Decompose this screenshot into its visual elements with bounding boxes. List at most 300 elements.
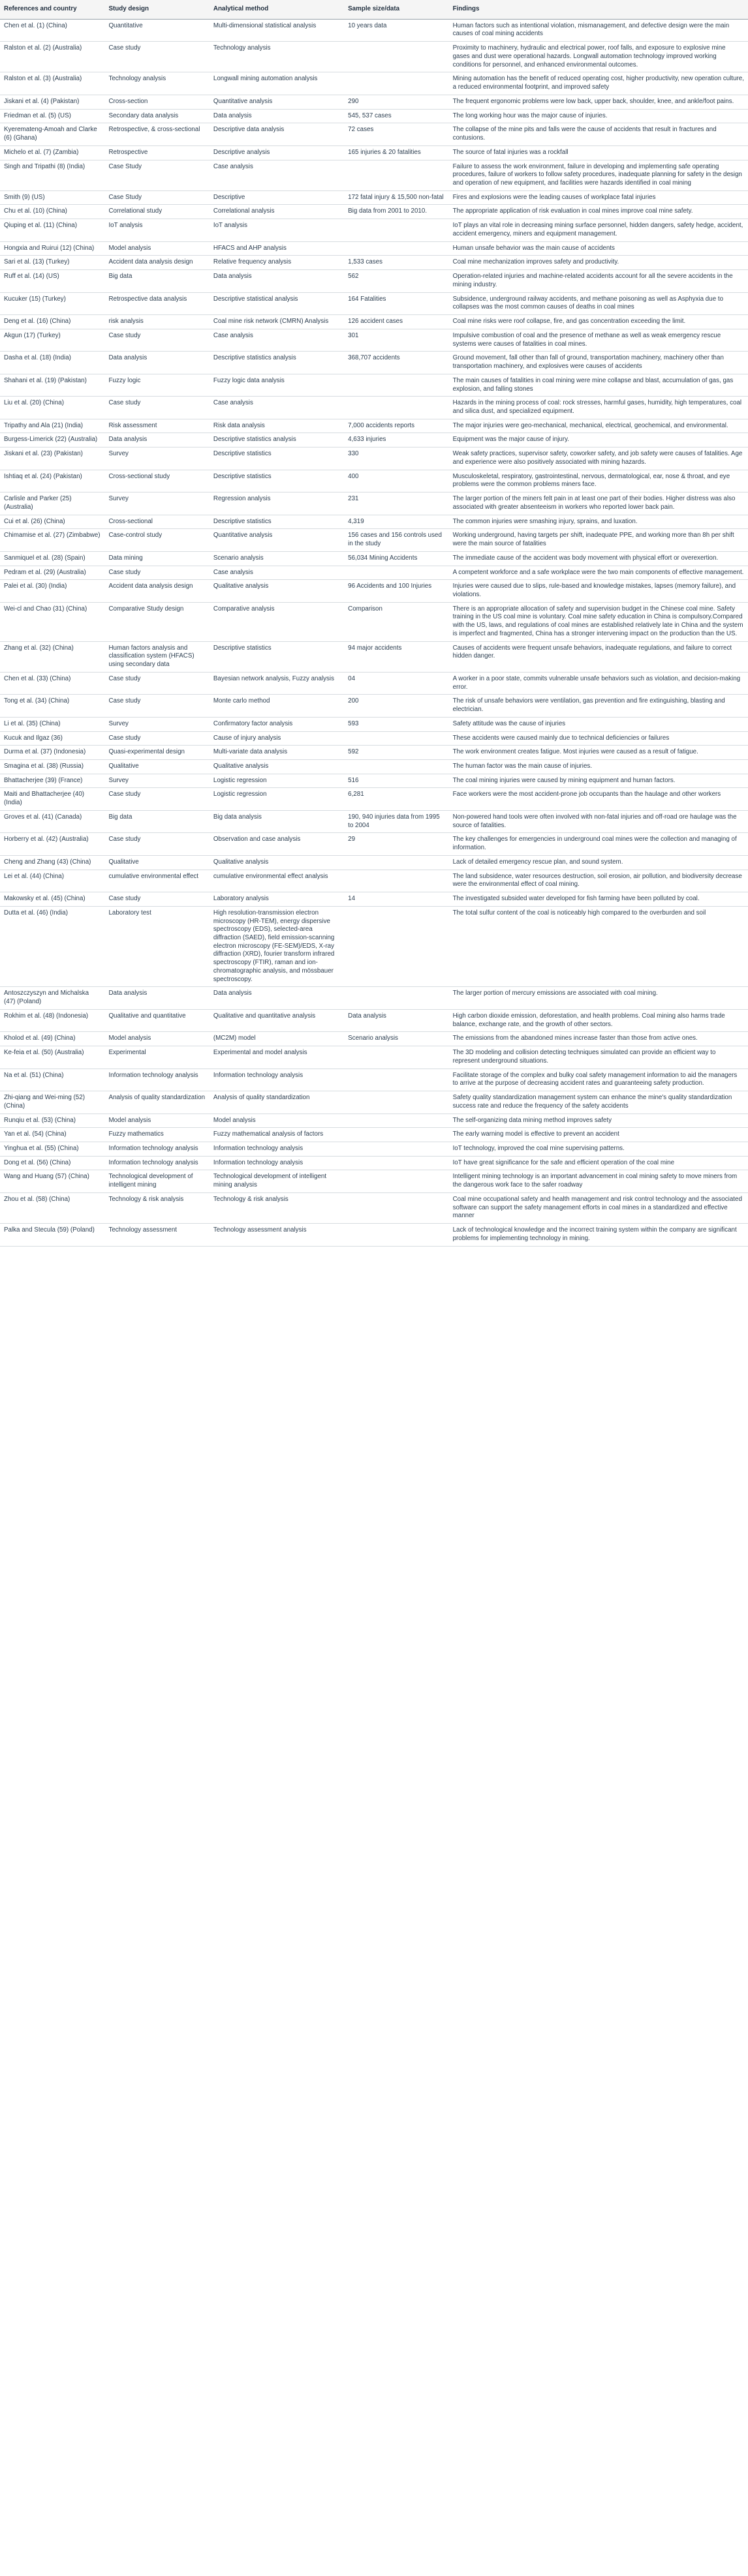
cell-study-design: Case study (104, 329, 209, 351)
cell-sample-size (344, 760, 448, 774)
cell-findings: Equipment was the major cause of injury. (449, 433, 748, 447)
table-row (0, 95, 748, 109)
cell-sample-size: Comparison (344, 602, 448, 641)
cell-analytical-method: Information technology analysis (210, 1142, 344, 1156)
table-row (0, 672, 748, 694)
cell-analytical-method: Big data analysis (210, 810, 344, 832)
cell-study-design: Accident data analysis design (104, 256, 209, 270)
cell-reference: Pedram et al. (29) (Australia) (0, 566, 104, 580)
cell-study-design: Big data (104, 270, 209, 292)
table-row (0, 760, 748, 774)
cell-study-design: Survey (104, 447, 209, 470)
table-row (0, 123, 748, 145)
table-row (0, 1142, 748, 1156)
cell-sample-size (344, 241, 448, 256)
table-row (0, 870, 748, 892)
cell-analytical-method: Relative frequency analysis (210, 256, 344, 270)
cell-reference: Jiskani et al. (23) (Pakistan) (0, 447, 104, 470)
table-body (0, 19, 748, 1246)
cell-study-design: Survey (104, 717, 209, 731)
cell-sample-size (344, 566, 448, 580)
cell-study-design: Case study (104, 788, 209, 810)
cell-findings: The human factor was the main cause of injuries. (449, 760, 748, 774)
cell-findings: Injuries were caused due to slips, rule-based and knowledge mistakes, lapses (memory failure), and violations. (449, 580, 748, 602)
table-row (0, 1032, 748, 1046)
cell-study-design: Qualitative (104, 855, 209, 870)
cell-findings: Working underground, having targets per shift, inadequate PPE, and working more than 8h per shift were the main source of fatalities (449, 529, 748, 551)
cell-study-design: Case study (104, 672, 209, 694)
cell-reference: Ishtiaq et al. (24) (Pakistan) (0, 470, 104, 492)
cell-sample-size (344, 855, 448, 870)
table-row (0, 72, 748, 95)
cell-study-design: Model analysis (104, 1032, 209, 1046)
cell-reference: Akgun (17) (Turkey) (0, 329, 104, 351)
table-row (0, 1009, 748, 1031)
cell-study-design: Retrospective data analysis (104, 292, 209, 314)
table-row (0, 241, 748, 256)
cell-findings: The long working hour was the major cause of injuries. (449, 109, 748, 123)
cell-reference: Ralston et al. (2) (Australia) (0, 42, 104, 72)
cell-study-design: Technology assessment (104, 1224, 209, 1246)
table-row (0, 906, 748, 987)
cell-study-design: Data analysis (104, 433, 209, 447)
table-row (0, 160, 748, 190)
cell-sample-size: 545, 537 cases (344, 109, 448, 123)
table-header-row (0, 0, 748, 19)
cell-sample-size: 592 (344, 746, 448, 760)
table-row (0, 746, 748, 760)
cell-sample-size: 6,281 (344, 788, 448, 810)
cell-findings: Operation-related injuries and machine-related accidents account for all the severe accidents in the mining industry. (449, 270, 748, 292)
table-row (0, 219, 748, 241)
cell-findings: Coal mine occupational safety and health management and risk control technology and the associated software can support the safety management efforts in coal mines in a standardized and effective manner (449, 1192, 748, 1223)
table-row (0, 1156, 748, 1170)
cell-analytical-method: Technology analysis (210, 42, 344, 72)
cell-sample-size: 4,319 (344, 515, 448, 529)
cell-findings: IoT have great significance for the safe and efficient operation of the coal mine (449, 1156, 748, 1170)
table-row (0, 515, 748, 529)
cell-study-design: Experimental (104, 1046, 209, 1068)
cell-analytical-method: Technology & risk analysis (210, 1192, 344, 1223)
cell-study-design: Retrospective (104, 145, 209, 160)
cell-sample-size (344, 219, 448, 241)
cell-sample-size (344, 1091, 448, 1114)
cell-study-design: IoT analysis (104, 219, 209, 241)
cell-analytical-method: Logistic regression (210, 774, 344, 788)
cell-analytical-method: Logistic regression (210, 788, 344, 810)
cell-reference: Ralston et al. (3) (Australia) (0, 72, 104, 95)
cell-sample-size: 172 fatal injury & 15,500 non-fatal (344, 190, 448, 205)
cell-findings: The risk of unsafe behaviors were ventilation, gas prevention and fire extinguishing, blasting and electrician. (449, 695, 748, 717)
cell-analytical-method: Experimental and model analysis (210, 1046, 344, 1068)
cell-sample-size: 1,533 cases (344, 256, 448, 270)
cell-sample-size: 301 (344, 329, 448, 351)
cell-sample-size (344, 1156, 448, 1170)
cell-study-design: Model analysis (104, 241, 209, 256)
cell-study-design: Human factors analysis and classification system (HFACS) using secondary data (104, 641, 209, 672)
cell-reference: Palei et al. (30) (India) (0, 580, 104, 602)
cell-sample-size (344, 987, 448, 1009)
cell-findings: Failure to assess the work environment, failure in developing and implementing safe operating procedures, failure of workers to follow safety procedures, inadequate planning for safety in the design and operation of new equipment, and facilities were hazards identified in coal mining (449, 160, 748, 190)
cell-analytical-method: Technology assessment analysis (210, 1224, 344, 1246)
table-row (0, 1128, 748, 1142)
cell-findings: Mining automation has the benefit of reduced operating cost, higher productivity, new operation culture, a reduced environmental footprint, and improved safety (449, 72, 748, 95)
cell-analytical-method: cumulative environmental effect analysis (210, 870, 344, 892)
table-row (0, 447, 748, 470)
cell-analytical-method: Descriptive statistics (210, 470, 344, 492)
cell-analytical-method: Fuzzy mathematical analysis of factors (210, 1128, 344, 1142)
cell-reference: Palka and Stecula (59) (Poland) (0, 1224, 104, 1246)
cell-sample-size: 7,000 accidents reports (344, 419, 448, 433)
cell-study-design: Accident data analysis design (104, 580, 209, 602)
cell-findings: The major injuries were geo-mechanical, mechanical, electrical, geochemical, and environmental. (449, 419, 748, 433)
cell-analytical-method: Information technology analysis (210, 1156, 344, 1170)
cell-study-design: Survey (104, 492, 209, 515)
cell-findings: Causes of accidents were frequent unsafe behaviors, inadequate regulations, and failure to correct hidden danger. (449, 641, 748, 672)
cell-reference: Hongxia and Ruirui (12) (China) (0, 241, 104, 256)
table-row (0, 987, 748, 1009)
table-row (0, 774, 748, 788)
cell-analytical-method: Descriptive statistics (210, 641, 344, 672)
table-row (0, 315, 748, 329)
cell-findings: The land subsidence, water resources destruction, soil erosion, air pollution, and biodiversity decrease were the environmental effect of coal mining. (449, 870, 748, 892)
cell-analytical-method: Cause of injury analysis (210, 731, 344, 746)
cell-reference: Durma et al. (37) (Indonesia) (0, 746, 104, 760)
cell-reference: Tong et al. (34) (China) (0, 695, 104, 717)
cell-reference: Dutta et al. (46) (India) (0, 906, 104, 987)
cell-sample-size: 04 (344, 672, 448, 694)
cell-study-design: Qualitative (104, 760, 209, 774)
table-row (0, 1091, 748, 1114)
cell-study-design: Case study (104, 695, 209, 717)
cell-study-design: Big data (104, 810, 209, 832)
cell-analytical-method: Descriptive data analysis (210, 123, 344, 145)
cell-sample-size: 4,633 injuries (344, 433, 448, 447)
cell-reference: Kyeremateng-Amoah and Clarke (6) (Ghana) (0, 123, 104, 145)
cell-reference: Lei et al. (44) (China) (0, 870, 104, 892)
cell-sample-size (344, 1192, 448, 1223)
cell-analytical-method: Descriptive analysis (210, 145, 344, 160)
cell-study-design: Case-control study (104, 529, 209, 551)
table-row (0, 1046, 748, 1068)
cell-analytical-method: Correlational analysis (210, 205, 344, 219)
table-row (0, 1192, 748, 1223)
cell-analytical-method: Quantitative analysis (210, 529, 344, 551)
cell-sample-size: 231 (344, 492, 448, 515)
table-row (0, 695, 748, 717)
cell-study-design: Data analysis (104, 352, 209, 374)
cell-reference: Michelo et al. (7) (Zambia) (0, 145, 104, 160)
cell-reference: Cui et al. (26) (China) (0, 515, 104, 529)
table-row (0, 329, 748, 351)
cell-sample-size (344, 1224, 448, 1246)
cell-study-design: Laboratory test (104, 906, 209, 987)
cell-analytical-method: Comparative analysis (210, 602, 344, 641)
cell-study-design: Technology & risk analysis (104, 1192, 209, 1223)
cell-reference: Runqiu et al. (53) (China) (0, 1114, 104, 1128)
cell-analytical-method: Quantitative analysis (210, 95, 344, 109)
table-row (0, 419, 748, 433)
cell-sample-size: 56,034 Mining Accidents (344, 551, 448, 566)
cell-sample-size: Scenario analysis (344, 1032, 448, 1046)
cell-study-design: Case study (104, 42, 209, 72)
cell-analytical-method: Information technology analysis (210, 1068, 344, 1091)
table-row (0, 145, 748, 160)
cell-analytical-method: Bayesian network analysis, Fuzzy analysis (210, 672, 344, 694)
cell-analytical-method: Descriptive statistics (210, 515, 344, 529)
cell-reference: Kucuker (15) (Turkey) (0, 292, 104, 314)
cell-sample-size: Data analysis (344, 1009, 448, 1031)
table-row (0, 551, 748, 566)
cell-sample-size: 72 cases (344, 123, 448, 145)
cell-reference: Zhou et al. (58) (China) (0, 1192, 104, 1223)
table-row (0, 1170, 748, 1192)
table-row (0, 855, 748, 870)
cell-study-design: Model analysis (104, 1114, 209, 1128)
cell-study-design: cumulative environmental effect (104, 870, 209, 892)
cell-findings: Lack of technological knowledge and the incorrect training system within the company are significant problems for implementing technology in mining. (449, 1224, 748, 1246)
table-row (0, 433, 748, 447)
cell-analytical-method: High resolution-transmission electron microscopy (HR-TEM), energy dispersive spectroscopy (EDS), selected-area diffraction (SAED), field emission-scanning electron microscopy (FE-SEM)/EDS, X-ray diffraction (XRD), fourier transform infrared spectroscopy (FTIR), raman and ion-chromatographic analysis, and mössbauer spectroscopy. (210, 906, 344, 987)
cell-reference: Deng et al. (16) (China) (0, 315, 104, 329)
table-row (0, 19, 748, 41)
cell-findings: The larger portion of the miners felt pain in at least one part of their bodies. Higher distress was also associated with greater absenteeism in workers who reported lower back pain. (449, 492, 748, 515)
cell-study-design: Information technology analysis (104, 1156, 209, 1170)
cell-analytical-method: IoT analysis (210, 219, 344, 241)
cell-reference: Yan et al. (54) (China) (0, 1128, 104, 1142)
cell-study-design: Secondary data analysis (104, 109, 209, 123)
cell-reference: Dasha et al. (18) (India) (0, 352, 104, 374)
cell-sample-size (344, 160, 448, 190)
table-row (0, 580, 748, 602)
cell-reference: Friedman et al. (5) (US) (0, 109, 104, 123)
cell-sample-size: 593 (344, 717, 448, 731)
table-row (0, 731, 748, 746)
cell-findings: The emissions from the abandoned mines increase faster than those from active ones. (449, 1032, 748, 1046)
table-row (0, 256, 748, 270)
cell-analytical-method: Longwall mining automation analysis (210, 72, 344, 95)
table-row (0, 602, 748, 641)
cell-study-design: Data mining (104, 551, 209, 566)
cell-sample-size (344, 1142, 448, 1156)
cell-findings: Proximity to machinery, hydraulic and electrical power, roof falls, and exposure to explosive mine gases and dust were operational hazards. Longwall automation technology improved working conditions for personnel, and enhanced environmental outcomes. (449, 42, 748, 72)
cell-reference: Yinghua et al. (55) (China) (0, 1142, 104, 1156)
cell-findings: The coal mining injuries were caused by mining equipment and human factors. (449, 774, 748, 788)
cell-findings: The collapse of the mine pits and falls were the cause of accidents that result in fractures and contusions. (449, 123, 748, 145)
cell-analytical-method: Descriptive statistics analysis (210, 433, 344, 447)
cell-reference: Cheng and Zhang (43) (China) (0, 855, 104, 870)
cell-analytical-method: Observation and case analysis (210, 833, 344, 855)
cell-findings: The investigated subsided water developed for fish farming have been polluted by coal. (449, 892, 748, 907)
cell-reference: Sanmiquel et al. (28) (Spain) (0, 551, 104, 566)
cell-study-design: Risk assessment (104, 419, 209, 433)
table-row (0, 892, 748, 907)
cell-findings: A competent workforce and a safe workplace were the two main components of effective management. (449, 566, 748, 580)
cell-study-design: Cross-sectional (104, 515, 209, 529)
table-row (0, 788, 748, 810)
cell-findings: Subsidence, underground railway accidents, and methane poisoning as well as Asphyxia due to collapses was the most common causes of deaths in coal mines (449, 292, 748, 314)
cell-analytical-method: Descriptive (210, 190, 344, 205)
cell-findings: Intelligent mining technology is an important advancement in coal mining safety to move miners from the dangerous work face to the safer roadway (449, 1170, 748, 1192)
cell-study-design: Case study (104, 833, 209, 855)
cell-reference: Wei-cl and Chao (31) (China) (0, 602, 104, 641)
cell-findings: Lack of detailed emergency rescue plan, and sound system. (449, 855, 748, 870)
cell-reference: Singh and Tripathi (8) (India) (0, 160, 104, 190)
cell-findings: The main causes of fatalities in coal mining were mine collapse and blast, accumulation of gas, gas explosion, and falling stones (449, 374, 748, 396)
cell-analytical-method: Case analysis (210, 329, 344, 351)
cell-findings: The 3D modeling and collision detecting techniques simulated can provide an efficient way to represent underground situations. (449, 1046, 748, 1068)
cell-reference: Chen et al. (33) (China) (0, 672, 104, 694)
cell-study-design: Case study (104, 397, 209, 419)
cell-analytical-method: Data analysis (210, 270, 344, 292)
table-row (0, 1114, 748, 1128)
cell-reference: Chu et al. (10) (China) (0, 205, 104, 219)
cell-reference: Liu et al. (20) (China) (0, 397, 104, 419)
cell-sample-size: Big data from 2001 to 2010. (344, 205, 448, 219)
cell-study-design: Information technology analysis (104, 1068, 209, 1091)
cell-findings: The appropriate application of risk evaluation in coal mines improve coal mine safety. (449, 205, 748, 219)
cell-sample-size (344, 870, 448, 892)
cell-study-design: Qualitative and quantitative (104, 1009, 209, 1031)
cell-reference: Burgess-Limerick (22) (Australia) (0, 433, 104, 447)
cell-study-design: Fuzzy logic (104, 374, 209, 396)
table-row (0, 717, 748, 731)
table-row (0, 190, 748, 205)
table-row (0, 810, 748, 832)
table-row (0, 566, 748, 580)
header-findings: Findings (449, 0, 748, 19)
cell-analytical-method: Data analysis (210, 109, 344, 123)
cell-sample-size: 516 (344, 774, 448, 788)
cell-sample-size: 10 years data (344, 19, 448, 41)
cell-reference: Antoszczyszyn and Michalska (47) (Poland) (0, 987, 104, 1009)
cell-findings: The common injuries were smashing injury, sprains, and luxation. (449, 515, 748, 529)
cell-findings: Face workers were the most accident-prone job occupants than the haulage and other workers (449, 788, 748, 810)
cell-study-design: Correlational study (104, 205, 209, 219)
cell-study-design: Quantitative (104, 19, 209, 41)
cell-findings: The work environment creates fatigue. Most injuries were caused as a result of fatigue. (449, 746, 748, 760)
cell-findings: Ground movement, fall other than fall of ground, transportation machinery, machinery other than transportation machinery, and explosives were causes of accidents (449, 352, 748, 374)
cell-reference: Tripathy and Ala (21) (India) (0, 419, 104, 433)
cell-sample-size: 164 Fatalities (344, 292, 448, 314)
cell-sample-size: 400 (344, 470, 448, 492)
literature-review-table (0, 0, 748, 1247)
cell-findings: Fires and explosions were the leading causes of workplace fatal injuries (449, 190, 748, 205)
cell-sample-size: 190, 940 injuries data from 1995 to 2004 (344, 810, 448, 832)
cell-reference: Groves et al. (41) (Canada) (0, 810, 104, 832)
cell-analytical-method: Coal mine risk network (CMRN) Analysis (210, 315, 344, 329)
cell-study-design: Survey (104, 774, 209, 788)
cell-reference: Wang and Huang (57) (China) (0, 1170, 104, 1192)
cell-sample-size: 290 (344, 95, 448, 109)
cell-study-design: Cross-section (104, 95, 209, 109)
table-row (0, 470, 748, 492)
cell-findings: The immediate cause of the accident was body movement with physical effort or overexertion. (449, 551, 748, 566)
cell-reference: Jiskani et al. (4) (Pakistan) (0, 95, 104, 109)
cell-study-design: Cross-sectional study (104, 470, 209, 492)
cell-findings: The key challenges for emergencies in underground coal mines were the collection and managing of information. (449, 833, 748, 855)
cell-findings: The larger portion of mercury emissions are associated with coal mining. (449, 987, 748, 1009)
cell-findings: Hazards in the mining process of coal: rock stresses, harmful gases, humidity, high temperatures, coal and silica dust, and specialized equipment. (449, 397, 748, 419)
cell-analytical-method: Case analysis (210, 397, 344, 419)
cell-study-design: Case study (104, 892, 209, 907)
cell-sample-size (344, 72, 448, 95)
cell-findings: IoT technology, improved the coal mine supervising patterns. (449, 1142, 748, 1156)
cell-study-design: Analysis of quality standardization (104, 1091, 209, 1114)
cell-analytical-method: Descriptive statistics analysis (210, 352, 344, 374)
cell-sample-size: 368,707 accidents (344, 352, 448, 374)
cell-sample-size (344, 731, 448, 746)
cell-findings: High carbon dioxide emission, deforestation, and health problems. Coal mining also harms trade balance, exchange rate, and the growth of other sectors. (449, 1009, 748, 1031)
cell-reference: Smith (9) (US) (0, 190, 104, 205)
table-row (0, 833, 748, 855)
cell-findings: Coal mine risks were roof collapse, fire, and gas concentration exceeding the limit. (449, 315, 748, 329)
table-row (0, 352, 748, 374)
cell-sample-size: 165 injuries & 20 fatalities (344, 145, 448, 160)
cell-reference: Chen et al. (1) (China) (0, 19, 104, 41)
cell-analytical-method: HFACS and AHP analysis (210, 241, 344, 256)
cell-study-design: Data analysis (104, 987, 209, 1009)
cell-study-design: Case Study (104, 190, 209, 205)
cell-sample-size: 200 (344, 695, 448, 717)
cell-sample-size (344, 906, 448, 987)
table-row (0, 292, 748, 314)
cell-study-design: Technology analysis (104, 72, 209, 95)
cell-sample-size: 156 cases and 156 controls used in the study (344, 529, 448, 551)
cell-analytical-method: Regression analysis (210, 492, 344, 515)
cell-findings: Safety quality standardization management system can enhance the mine's quality standardization success rate and reduce the frequency of the safety accidents (449, 1091, 748, 1114)
cell-analytical-method: Multi-variate data analysis (210, 746, 344, 760)
cell-analytical-method: Qualitative analysis (210, 855, 344, 870)
cell-findings: Weak safety practices, supervisor safety, coworker safety, and job safety were causes of fatalities. Age and experience were also positively associated with mining hazards. (449, 447, 748, 470)
cell-analytical-method: Case analysis (210, 160, 344, 190)
cell-sample-size: 29 (344, 833, 448, 855)
cell-findings: Impulsive combustion of coal and the presence of methane as well as weak emergency rescue systems were causes of fatalities in coal mines. (449, 329, 748, 351)
cell-analytical-method: Laboratory analysis (210, 892, 344, 907)
cell-findings: The self-organizing data mining method improves safety (449, 1114, 748, 1128)
cell-findings: Facilitate storage of the complex and bulky coal safety management information to aid the managers to arrive at the purpose of decreasing accident rates and guaranteeing safety production. (449, 1068, 748, 1091)
cell-analytical-method: Descriptive statistical analysis (210, 292, 344, 314)
cell-reference: Sari et al. (13) (Turkey) (0, 256, 104, 270)
cell-reference: Shahani et al. (19) (Pakistan) (0, 374, 104, 396)
cell-reference: Horberry et al. (42) (Australia) (0, 833, 104, 855)
cell-sample-size (344, 1170, 448, 1192)
cell-study-design: Technological development of intelligent mining (104, 1170, 209, 1192)
cell-analytical-method: Data analysis (210, 987, 344, 1009)
cell-analytical-method: Fuzzy logic data analysis (210, 374, 344, 396)
table-row (0, 109, 748, 123)
cell-analytical-method: Risk data analysis (210, 419, 344, 433)
cell-sample-size: 126 accident cases (344, 315, 448, 329)
cell-reference: Na et al. (51) (China) (0, 1068, 104, 1091)
table-row (0, 492, 748, 515)
cell-sample-size (344, 397, 448, 419)
cell-findings: Human unsafe behavior was the main cause of accidents (449, 241, 748, 256)
cell-analytical-method: Analysis of quality standardization (210, 1091, 344, 1114)
cell-findings: Non-powered hand tools were often involved with non-fatal injuries and off-road ore haulage was the source of fatalities. (449, 810, 748, 832)
cell-findings: These accidents were caused mainly due to technical deficiencies or failures (449, 731, 748, 746)
cell-sample-size: 330 (344, 447, 448, 470)
cell-sample-size (344, 1128, 448, 1142)
cell-reference: Maiti and Bhattacherjee (40) (India) (0, 788, 104, 810)
cell-study-design: Quasi-experimental design (104, 746, 209, 760)
cell-reference: Kucuk and Ilgaz (36) (0, 731, 104, 746)
cell-reference: Bhattacherjee (39) (France) (0, 774, 104, 788)
cell-analytical-method: Qualitative analysis (210, 580, 344, 602)
cell-findings: IoT plays an vital role in decreasing mining surface personnel, hidden dangers, safety hedge, accident, accident emergency, miners and equipment management. (449, 219, 748, 241)
cell-analytical-method: Qualitative analysis (210, 760, 344, 774)
cell-reference: Zhang et al. (32) (China) (0, 641, 104, 672)
